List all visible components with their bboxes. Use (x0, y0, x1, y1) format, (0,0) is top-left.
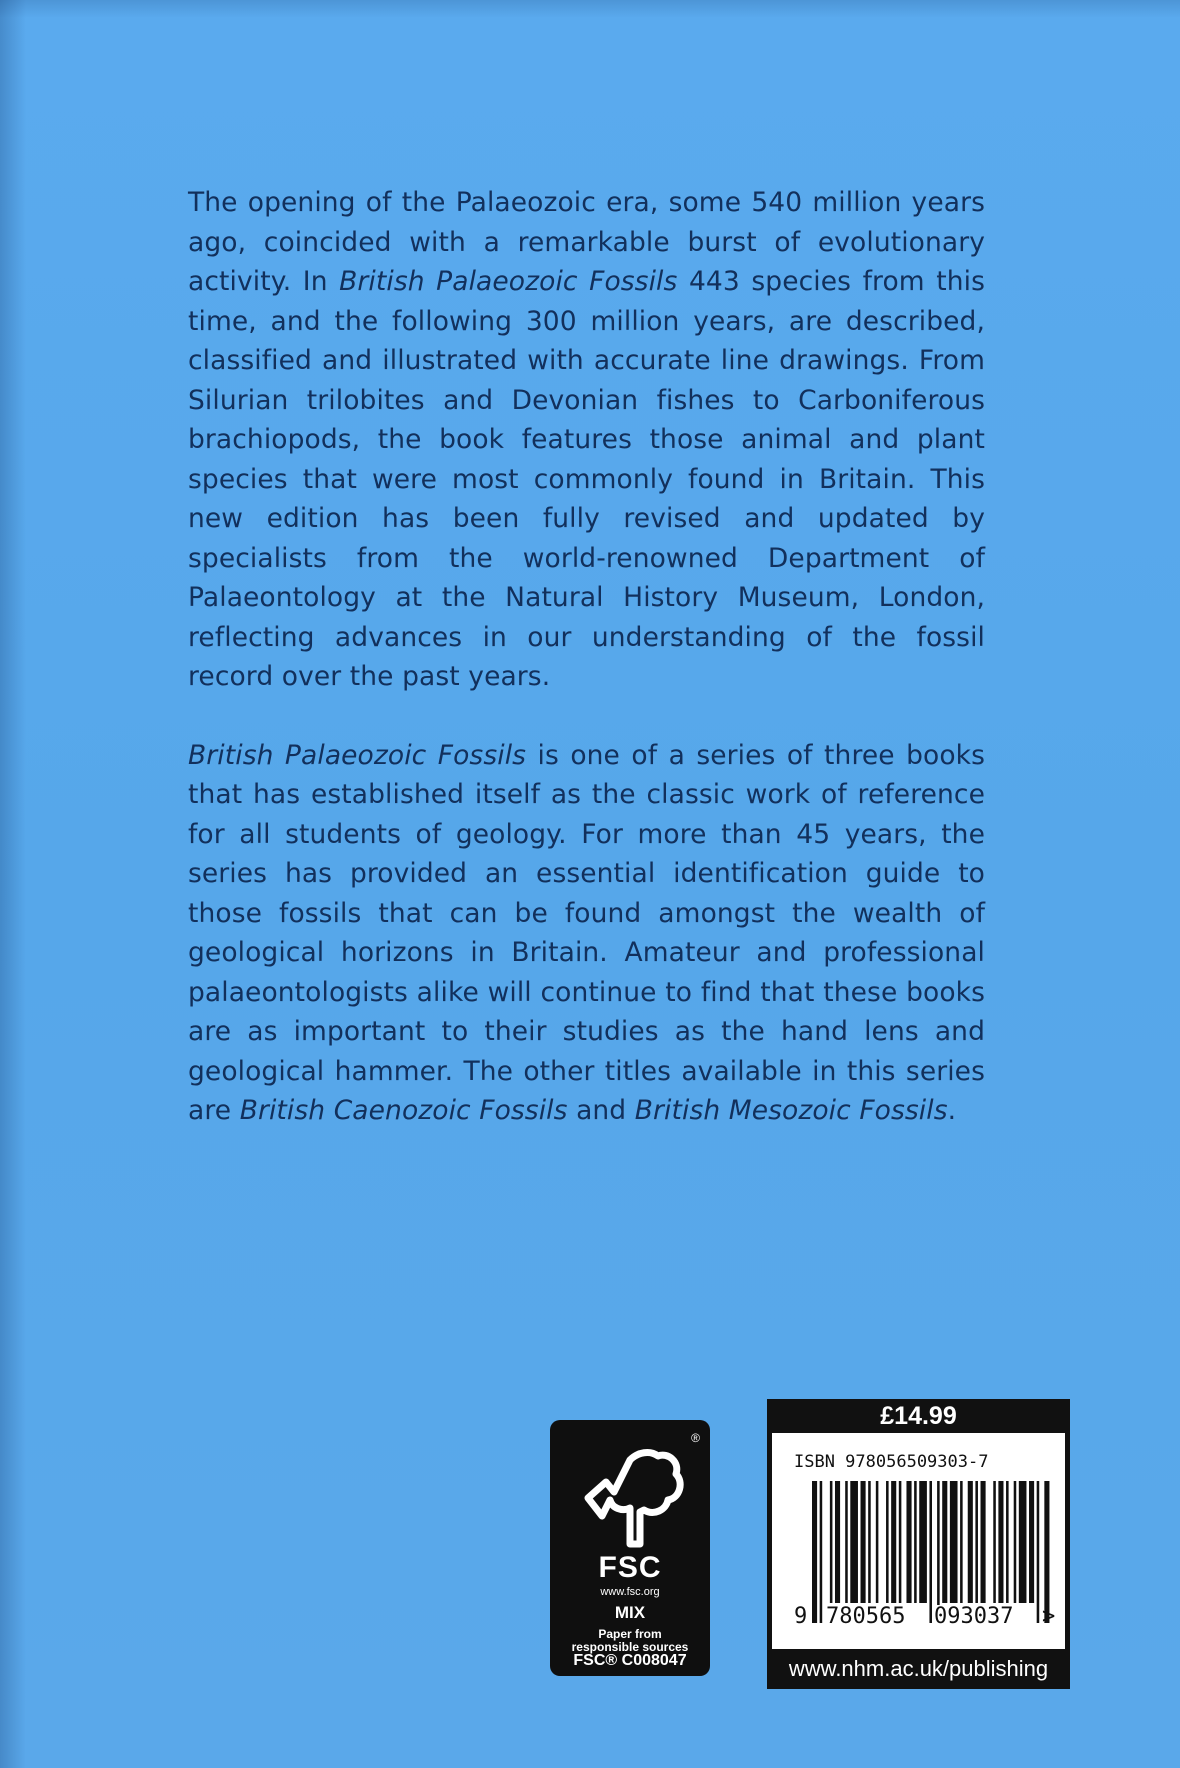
fsc-license-code: FSC® C008047 (573, 1652, 687, 1669)
series-title-mesozoic: British Mesozoic Fossils (634, 1095, 948, 1126)
barcode-quiet-zone-arrow: > (1042, 1604, 1056, 1629)
barcode-bar (861, 1481, 866, 1603)
fsc-paper-text (550, 1628, 710, 1654)
barcode-bar (919, 1481, 927, 1603)
barcode-bar (968, 1481, 973, 1603)
fsc-tree-checkmark-icon (576, 1442, 684, 1554)
barcode-bar (845, 1481, 848, 1603)
book-title-italic: British Palaeozoic Fossils (188, 739, 527, 771)
publisher-website: www.nhm.ac.uk/publishing (788, 1656, 1049, 1681)
blurb-paragraph-2 (188, 736, 985, 1131)
barcode-bar (960, 1481, 963, 1603)
price-barcode-box (767, 1399, 1070, 1689)
spine-shadow (0, 0, 26, 1768)
barcode-bar (929, 1481, 932, 1623)
barcode-bar (812, 1481, 817, 1623)
blurb-paragraph-1 (188, 183, 985, 697)
fsc-label: FSC (598, 1551, 662, 1584)
price-label: £14.99 (880, 1402, 957, 1430)
isbn-text: ISBN 978056509303-7 (794, 1452, 989, 1472)
barcode-bar (1014, 1481, 1017, 1603)
barcode-bar (868, 1481, 871, 1603)
barcode-bars (812, 1481, 1052, 1623)
barcode-bar (891, 1481, 896, 1603)
barcode-bar (1006, 1481, 1009, 1603)
blurb-p1-text-2: 443 species from this time, and the following 300 million years, are described, classified and illustrated with accurate line drawings. From Silurian trilobites and Devonian fishes to Carboniferous brachiopods, the book features those animal and plant species that were most commonly found in Britain. This new edition has been fully revised and updated by specialists from the world-renowned Department of Palaeontology at the Natural History Museum, London, reflecting advances in our understanding of the fossil record over the past years. (188, 266, 985, 692)
barcode-bar (1044, 1481, 1049, 1623)
fsc-badge (550, 1420, 710, 1676)
barcode-bar (899, 1481, 902, 1603)
barcode-bar (835, 1481, 840, 1603)
fsc-paper-line-2: responsible sources (571, 1640, 689, 1654)
barcode-bar (886, 1481, 889, 1603)
barcode-bar (937, 1481, 940, 1623)
book-title-italic: British Palaeozoic Fossils (339, 266, 678, 297)
barcode-bar (1029, 1481, 1034, 1603)
barcode-bar (981, 1481, 986, 1603)
barcode-bar (975, 1481, 978, 1603)
barcode-bar (998, 1481, 1003, 1603)
barcode-panel (772, 1433, 1065, 1649)
blurb-p2-text-3: . (947, 1095, 957, 1126)
barcode-bar (876, 1481, 879, 1603)
barcode-right-digits: 093037 (934, 1604, 1014, 1629)
barcode-bar (1019, 1481, 1027, 1603)
series-title-caenozoic: British Caenozoic Fossils (239, 1095, 568, 1126)
registered-mark: ® (691, 1431, 700, 1445)
fsc-paper-line-1: Paper from (598, 1627, 662, 1641)
blurb-p2-text-1: is one of a series of three books that has established itself as the classic work of reference for all students of geology. For more than 45 years, the series has provided an essential identification guide to those fossils that can be found amongst the wealth of geological horizons in Britain. Amateur and professional palaeontologists alike will continue to find that these books are as important to their studies as the hand lens and geological hammer. The other titles available in this series are (188, 739, 986, 1126)
barcode-bar (914, 1481, 917, 1603)
barcode-bar (993, 1481, 996, 1603)
blurb-text (188, 183, 985, 1131)
blurb-p1-text-1: The opening of the Palaeozoic era, some 540 million years ago, coincided with a remarkable burst of evolutionary activity. In (188, 187, 985, 297)
top-edge-shadow (0, 0, 1180, 18)
barcode-bar (820, 1481, 823, 1623)
blurb-p2-text-2: and (567, 1095, 635, 1126)
barcode-bar (950, 1481, 958, 1603)
barcode-bar (830, 1481, 833, 1603)
barcode-bar (942, 1481, 947, 1603)
barcode-bar (906, 1481, 911, 1603)
barcode-lead-digit: 9 (794, 1604, 808, 1629)
barcode-bar (1037, 1481, 1040, 1623)
fsc-url: www.fsc.org (600, 1586, 660, 1598)
barcode-left-digits: 780565 (826, 1604, 906, 1629)
barcode-bar (850, 1481, 858, 1603)
fsc-mix-label: MIX (614, 1603, 646, 1622)
